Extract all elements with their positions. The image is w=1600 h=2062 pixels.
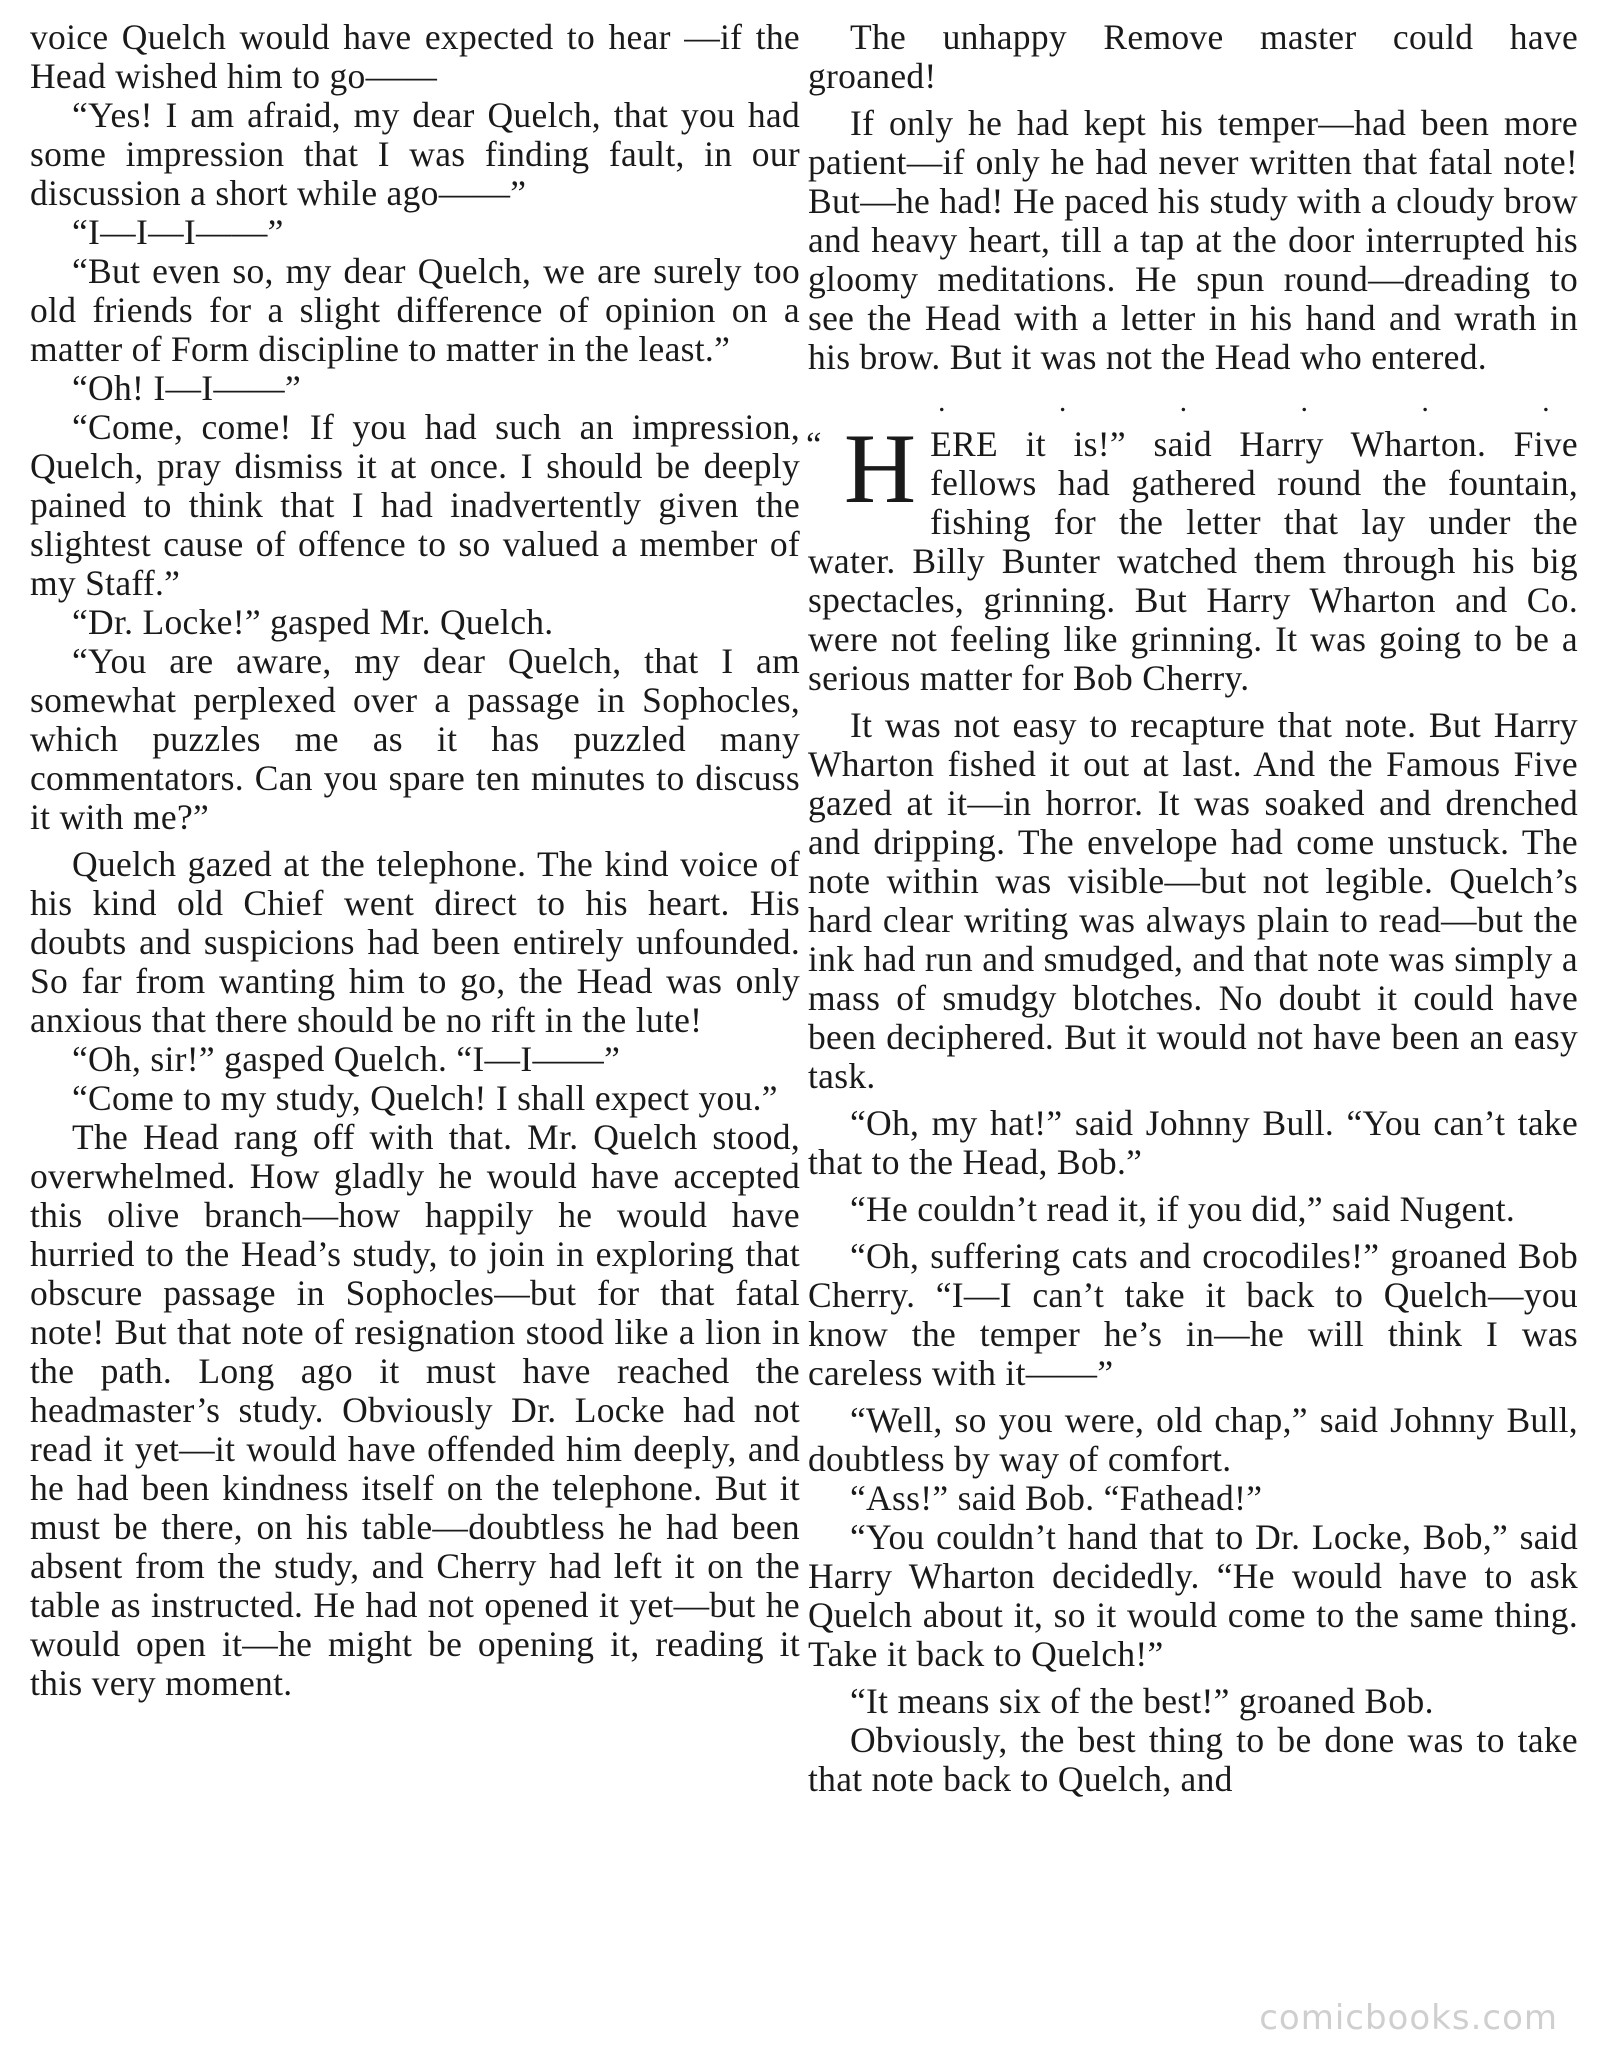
separator-dot: . [1300,385,1309,418]
paragraph: The unhappy Remove master could have groaned! [808,17,1578,96]
paragraph: “Come, come! If you had such an impression, Quelch, pray dismiss it at once. I should be deeply pained to think that I had inadvertently given the slightest cause of offence to so valued a member of my Staff.” [30,407,800,603]
paragraph: “It means six of the best!” groaned Bob. [850,1681,1434,1721]
right-column [808,18,1578,1799]
paragraph: “Oh, my hat!” said Johnny Bull. “You can’t take that to the Head, Bob.” [808,1103,1578,1182]
paragraph: “You are aware, my dear Quelch, that I am somewhat perplexed over a passage in Sophocles, which puzzles me as it has puzzled many commentators. Can you spare ten minutes to discuss it with me?” [30,641,800,837]
separator-dot: . [1421,385,1430,418]
drop-cap-quote: “ [806,425,822,464]
paragraph: “Oh, suffering cats and crocodiles!” groaned Bob Cherry. “I—I can’t take it back to Quelch—you know the temper he’s in—he will think I was careless with it——” [808,1236,1578,1393]
paragraph: “Yes! I am afraid, my dear Quelch, that you had some impression that I was finding fault, in our discussion a short while ago——” [30,95,800,213]
separator-dot: . [1179,385,1188,418]
paragraph: “Come to my study, Quelch! I shall expect you.” [72,1078,778,1118]
paragraph: Obviously, the best thing to be done was to take that note back to Quelch, and [808,1720,1578,1799]
drop-cap-letter: H [843,413,917,524]
left-column [30,18,800,1703]
paragraph: If only he had kept his temper—had been more patient—if only he had never written that fatal note! But—he had! He paced his study with a cloudy brow and heavy heart, till a tap at the door interrupted his gloomy meditations. He spun round—dreading to see the Head with a letter in his hand and wrath in his brow. But it was not the Head who entered. [808,103,1578,377]
drop-cap-text [808,413,1578,698]
paragraph: “Oh, sir!” gasped Quelch. “I—I——” [72,1039,621,1079]
paragraph: “Dr. Locke!” gasped Mr. Quelch. [72,602,554,642]
watermark-text: comicbooks.com [1259,1998,1558,2038]
paragraph: “But even so, my dear Quelch, we are surely too old friends for a slight difference of opinion on a matter of Form discipline to matter in the least.” [30,251,800,369]
drop-cap-body: it is!” said Harry Wharton. Five fellows had gathered round the fountain, fishing for the letter that lay under the water. Billy Bunter watched them through his big spectacles, grinning. But Harry Wharton and Co. were not feeling like grinning. It was going to be a serious matter for Bob Cherry. [808,424,1578,698]
paragraph: “You couldn’t hand that to Dr. Locke, Bob,” said Harry Wharton decidedly. “He would have to ask Quelch about it, so it would come to the same thing. Take it back to Quelch!” [808,1517,1578,1674]
right-column-top [808,18,1578,377]
separator-dot: . [938,385,946,418]
paragraph: The Head rang off with that. Mr. Quelch stood, overwhelmed. How gladly he would have accepted this olive branch—how happily he would have hurried to the Head’s study, to join in exploring that obscure passage in Sophocles—but for that fatal note! But that note of resignation stood like a lion in the path. Long ago it must have reached the headmaster’s study. Obviously Dr. Locke had not read it yet—it would have offended him deeply, and he had been kindness itself on the telephone. But it must be there, on his table—doubtless he had been absent from the study, and Cherry had left it on the table as instructed. He had not opened it yet—but he would open it—he might be opening it, reading it this very moment. [30,1117,800,1703]
paragraph: “Ass!” said Bob. “Fathead!” [850,1478,1263,1518]
separator-dot: . [1058,385,1067,418]
paragraph: Quelch gazed at the telephone. The kind voice of his kind old Chief went direct to his heart. His doubts and suspicions had been entirely unfounded. So far from wanting him to go, the Head was only anxious that there should be no rift in the lute! [30,844,800,1040]
paragraph: “I—I—I——” [72,212,284,252]
paragraph: voice Quelch would have expected to hear —if the Head wished him to go—— [30,17,800,96]
section-break-dots [808,385,1578,418]
right-column-bottom [808,706,1578,1799]
separator-dot: . [1542,385,1550,418]
paragraph: It was not easy to recapture that note. But Harry Wharton fished it out at last. And the Famous Five gazed at it—in horror. It was soaked and drenched and dripping. The envelope had come unstuck. The note within was visible—but not legible. Quelch’s hard clear writing was always plain to read—but the ink had run and smudged, and that note was simply a mass of smudgy blotches. No doubt it could have been deciphered. But it would not have been an easy task. [808,705,1578,1096]
paragraph: “Oh! I—I——” [72,368,302,408]
drop-cap-smallcaps: ERE [930,424,999,464]
paragraph: “Well, so you were, old chap,” said Johnny Bull, doubtless by way of comfort. [808,1400,1578,1479]
paragraph: “He couldn’t read it, if you did,” said Nugent. [850,1189,1516,1229]
drop-cap-paragraph [806,413,1578,698]
